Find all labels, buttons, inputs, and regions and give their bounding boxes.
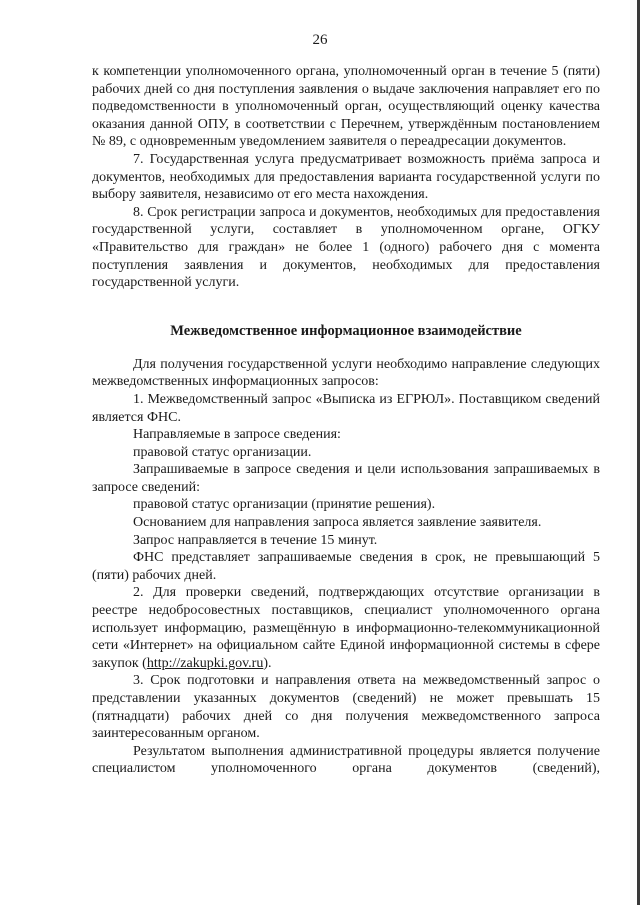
fns-deadline: ФНС представляет запрашиваемые сведения в срок, не превышающий 5 (пяти) рабочих дней. — [92, 550, 600, 583]
paragraph-request-3: 3. Срок подготовки и направления ответа на межведомственный запрос о представлении указанных документов (сведений) не может превышать 15 (пятнадцати) рабочих дней со дня получения межведомственного запроса заинтересованным органом. — [92, 673, 600, 742]
zakupki-link[interactable]: http://zakupki.gov.ru — [146, 655, 264, 671]
request-2-end: ). — [263, 655, 272, 671]
sent-data-label: Направляемые в запросе сведения: — [133, 427, 341, 443]
requested-data-label: Запрашиваемые в запросе сведения и цели использования запрашиваемых в запросе сведений: — [92, 462, 600, 495]
paragraph-top: к компетенции уполномоченного органа, уполномоченный орган в течение 5 (пяти) рабочих дней со дня поступления заявления о выдаче заключения направляет его по подведомственности в уполномоченный орган, осуществляющий оценку качества оказания данной ОПУ, в соответствии с Перечнем, утверждённым постановлением № 89, с одновременным уведомлением заявителя о переадресации документов. — [92, 64, 600, 150]
section-heading: Межведомственное информационное взаимодействие — [170, 322, 522, 339]
paragraph-intro: Для получения государственной услуги необходимо направление следующих межведомственных информационных запросов: — [92, 356, 600, 390]
paragraph-item-8: 8. Срок регистрации запроса и документов, необходимых для предоставления государственной услуги, составляет в уполномоченном органе, ОГКУ «Правительство для граждан» не более 1 (одного) рабочего дня с момента поступления заявления и документов, необходимых для предоставления государственной услуги. — [92, 204, 600, 291]
paragraph-request-2 — [92, 584, 600, 672]
paragraph-result: Результатом выполнения административной процедуры является получение специалистом уполномоченного органа документов (сведений), — [92, 743, 600, 777]
paragraph-request-1: 1. Межведомственный запрос «Выписка из ЕГРЮЛ». Поставщиком сведений является ФНС. — [92, 391, 600, 425]
request-timing: Запрос направляется в течение 15 минут. — [133, 532, 378, 548]
request-2-text: 2. Для проверки сведений, подтверждающих отсутствие организации в реестре недобросовестных поставщиков, специалист уполномоченного органа использует информацию, размещённую в информационно-телекоммуникационной сети «Интернет» на официальном сайте Единой информационной системы в сфере закупок ( — [92, 585, 600, 671]
page-number: 26 — [312, 32, 328, 48]
sent-data-value: правовой статус организации. — [133, 444, 312, 460]
requested-data-value: правовой статус организации (принятие решения). — [133, 497, 436, 513]
paragraph-item-7: 7. Государственная услуга предусматривает возможность приёма запроса и документов, необходимых для предоставления варианта государственной услуги по выбору заявителя, независимо от его места нахождения. — [92, 151, 600, 203]
page-content — [92, 63, 600, 778]
request-basis: Основанием для направления запроса является заявление заявителя. — [133, 515, 542, 531]
